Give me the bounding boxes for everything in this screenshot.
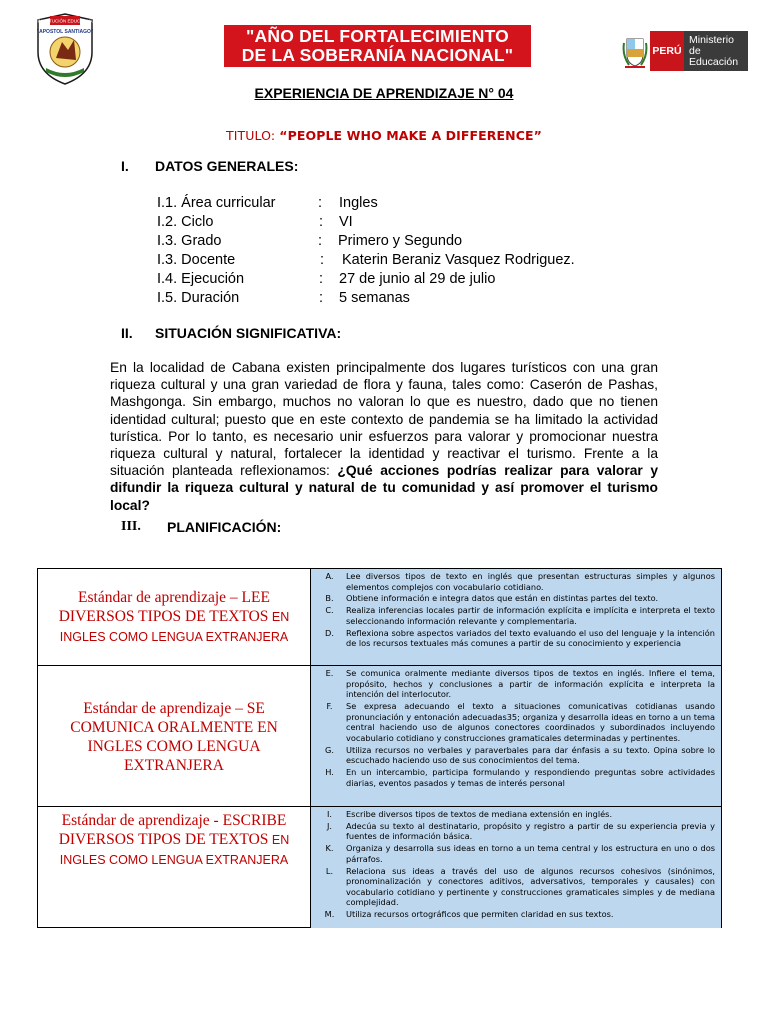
general-data-value: VI — [339, 214, 353, 230]
list-item-letter: I. — [326, 809, 333, 819]
list-item-text: Reflexiona sobre aspectos variados del texto evaluando el uso del lenguaje y la intención de los recursos textuales más comunes a partir de su conocimiento y experiencia — [346, 627, 715, 649]
section-2-number: II. — [121, 325, 133, 341]
general-data-value: 27 de junio al 29 de julio — [339, 271, 496, 287]
table-row — [38, 665, 721, 807]
list-item — [313, 809, 715, 820]
learning-standard-text: Estándar de aprendizaje - ESCRIBE DIVERSOS TIPOS DE TEXTOS — [58, 812, 287, 848]
ministry-line-1: Ministerio — [689, 33, 734, 46]
learning-standard-subtext: EN INGLES COMO LENGUA EXTRANJERA — [59, 609, 290, 644]
list-item — [313, 767, 715, 788]
general-data-label: I.2. Ciclo — [157, 214, 214, 230]
peru-coat-of-arms-icon — [622, 31, 648, 71]
list-item — [313, 701, 715, 743]
list-item — [313, 821, 715, 842]
section-1-title: DATOS GENERALES: — [155, 158, 299, 174]
list-item-letter: D. — [325, 627, 334, 638]
planning-table — [37, 568, 722, 928]
list-item-text: En un intercambio, participa formulando y respondiendo preguntas sobre actividades diarias, eventos pasados y temas de interés personal — [346, 766, 715, 788]
list-item — [313, 668, 715, 700]
general-data-label: I.5. Duración — [157, 290, 240, 306]
list-item-letter: K. — [325, 843, 334, 854]
general-data-colon: : — [318, 233, 323, 249]
learning-standard-text: Estándar de aprendizaje – SE COMUNICA ORALMENTE EN INGLES COMO LENGUA EXTRANJERA — [70, 699, 278, 774]
learning-standard-text: Estándar de aprendizaje – LEE DIVERSOS TIPOS DE TEXTOS — [58, 588, 270, 625]
year-banner — [224, 25, 531, 67]
lesson-title-label: TITULO: — [226, 128, 280, 143]
section-2-title: SITUACIÓN SIGNIFICATIVA: — [155, 325, 342, 341]
general-data-value: Primero y Segundo — [338, 233, 463, 249]
list-item-letter: B. — [325, 593, 334, 604]
general-data-colon: : — [320, 252, 325, 268]
list-item — [313, 605, 715, 626]
general-data-label: I.1. Área curricular — [157, 195, 276, 211]
list-item-text: Adecúa su texto al destinatario, propósito y registro a partir de su experiencia previa y fuentes de información básica. — [346, 820, 715, 842]
list-item — [313, 593, 715, 604]
lesson-title — [0, 128, 768, 143]
list-item — [313, 628, 715, 649]
general-data-label: I.4. Ejecución — [157, 271, 245, 287]
table-row — [38, 806, 721, 928]
document-title: EXPERIENCIA DE APRENDIZAJE N° 04 — [254, 85, 514, 101]
competency-list — [310, 569, 721, 665]
list-item-text: Utiliza recursos ortográficos que permiten claridad en sus textos. — [346, 909, 614, 920]
general-data-value: Katerin Beraniz Vasquez Rodriguez. — [342, 252, 575, 268]
school-logo-name-text: "APOSTOL SANTIAGO" — [36, 29, 94, 35]
list-item-letter: L. — [325, 865, 334, 876]
general-data-colon: : — [319, 290, 324, 306]
learning-standard-subtext: EN INGLES COMO LENGUA EXTRANJERA — [59, 833, 290, 867]
lesson-title-value: “PEOPLE WHO MAKE A DIFFERENCE” — [279, 128, 542, 143]
list-item — [313, 571, 715, 592]
situation-paragraph — [110, 359, 658, 514]
situation-text: En la localidad de Cabana existen principalmente dos lugares turísticos con una gran riqueza cultural y una gran variedad de flora y fauna, tales como: Caserón de Pashas, Mashgonga. Sin embargo, muchos no valoran lo que es nuestro, dado que no tienen identidad cultural; puesto que en este contexto de pandemia se ha limitado la actividad turística. Por lo tanto, es necesario unir esfuerzos para valorar y promocionar nuestra riqueza cultural y natural, fortalecer la identidad y reactivar el turismo. Frente a la situación planteada reflexionamos: — [110, 360, 658, 479]
list-item-letter: G. — [325, 744, 334, 755]
list-item-text: Realiza inferencias locales partir de información explícita e implícita e interpreta el texto seleccionando información relevante y complementaria. — [346, 605, 715, 626]
ministry-name — [684, 31, 748, 71]
ministry-country: PERÚ — [650, 31, 684, 71]
list-item-letter: H. — [325, 766, 334, 777]
banner-line-1: "AÑO DEL FORTALECIMIENTO — [246, 26, 509, 46]
school-logo-top-text: INSTITUCIÓN EDUCATIVA — [37, 18, 93, 24]
list-item-text: Relaciona sus ideas a través del uso de algunos recursos cohesivos (sinónimos, pronominalización y conectores aditivos, adversativos, temporales y causales) con vocabulario cotidiano y pertinente y construcciones gramaticales simples y de mediana complejidad. — [346, 865, 715, 908]
list-item-text: Obtiene información e integra datos que están en distintas partes del texto. — [346, 593, 659, 604]
section-1-number: I. — [121, 158, 129, 174]
list-item — [313, 866, 715, 908]
general-data-value: Ingles — [339, 195, 378, 211]
list-item-letter: J. — [326, 820, 333, 831]
list-item-text: Escribe diversos tipos de textos de mediana extensión en inglés. — [346, 809, 613, 819]
table-row — [38, 569, 721, 665]
list-item-text: Organiza y desarrolla sus ideas en torno a un tema central y los estructura en uno o dos párrafos. — [346, 843, 715, 864]
list-item-letter: C. — [325, 605, 334, 616]
situation-question: ¿Qué acciones podrías realizar para valorar y difundir la riqueza cultural y natural de tu comunidad y así promover el turismo local? — [110, 463, 658, 513]
list-item — [313, 843, 715, 864]
section-3-title: PLANIFICACIÓN: — [167, 519, 282, 535]
general-data-colon: : — [319, 214, 324, 230]
competency-list — [310, 666, 721, 807]
list-item — [313, 909, 715, 920]
ministry-line-2: de Educación — [689, 44, 739, 68]
learning-standard-cell — [38, 666, 310, 807]
list-item-letter: M. — [324, 909, 335, 920]
learning-standard-cell — [38, 569, 310, 665]
list-item — [313, 745, 715, 766]
list-item-text: Se expresa adecuando el texto a situaciones comunicativas cotidianas usando pronunciación y entonación adecuadas35; organiza y desarrolla ideas en torno a un tema central haciendo uso de algunos conectores coordinados y subordinados incluyendo vocabulario cotidiano y construcciones gramaticales determinadas y pertinentes. — [346, 700, 715, 743]
general-data-colon: : — [319, 271, 324, 287]
list-item-text: Lee diversos tipos de texto en inglés que presentan estructuras simples y algunos elementos complejos con vocabulario cotidiano. — [346, 571, 715, 592]
general-data-label: I.3. Docente — [157, 252, 236, 268]
school-logo — [34, 12, 96, 86]
learning-standard-cell — [38, 807, 310, 928]
list-item-letter: E. — [325, 668, 334, 678]
section-3-number: III. — [121, 519, 141, 534]
list-item-letter: F. — [326, 700, 333, 711]
general-data-colon: : — [318, 195, 323, 211]
banner-line-2: DE LA SOBERANÍA NACIONAL" — [241, 45, 514, 65]
list-item-text: Se comunica oralmente mediante diversos tipos de textos en inglés. Infiere el tema, propósito, hechos y conclusiones a partir de información explícita e interpreta la intención del interlocutor. — [346, 668, 715, 700]
general-data-value: 5 semanas — [339, 290, 410, 306]
competency-list — [310, 807, 721, 928]
general-data-label: I.3. Grado — [157, 233, 222, 249]
ministry-logo — [622, 31, 748, 71]
list-item-text: Utiliza recursos no verbales y paraverbales para dar énfasis a su texto. Opina sobre lo escuchado haciendo uso de sus conocimientos del tema. — [346, 744, 715, 766]
list-item-letter: A. — [325, 571, 334, 581]
